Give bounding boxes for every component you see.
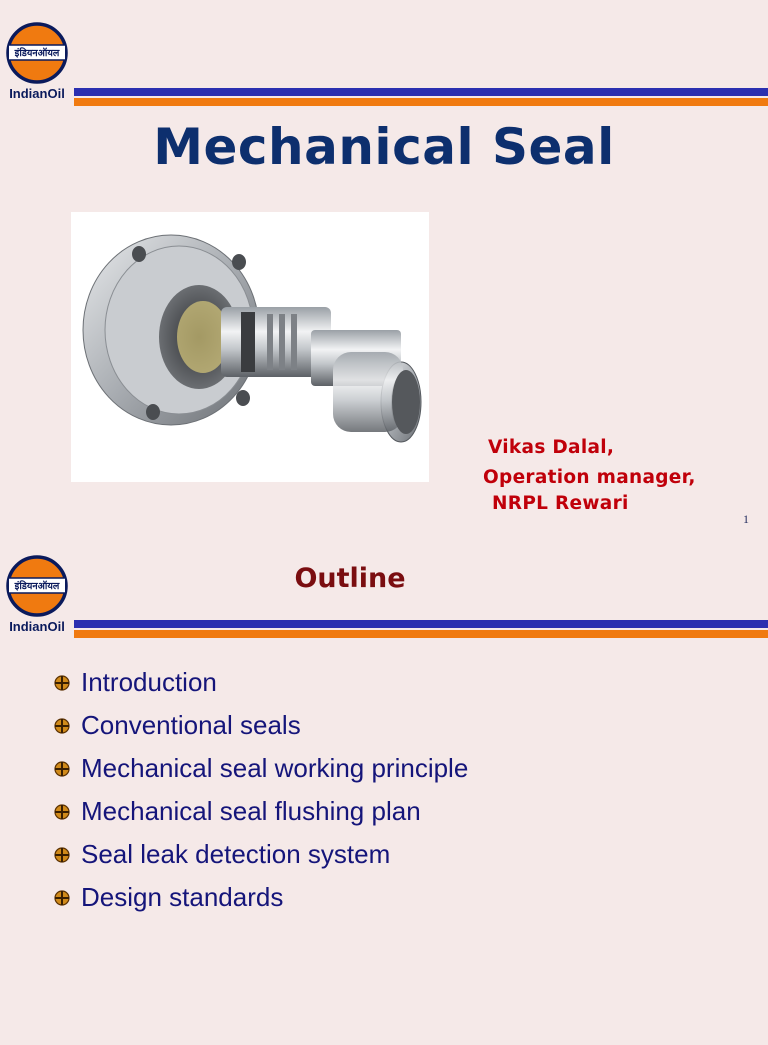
page-number: 1: [743, 512, 749, 526]
list-item-text: Seal leak detection system: [81, 839, 391, 869]
header-stripe-orange: [74, 98, 768, 106]
list-item: [54, 667, 468, 710]
list-item-text: Mechanical seal working principle: [81, 753, 469, 783]
author-role: Operation manager,: [483, 467, 696, 488]
list-item: [54, 839, 468, 882]
logo-brand-name: IndianOil: [9, 619, 65, 634]
list-item: [54, 882, 468, 925]
slide-2: [0, 533, 768, 1045]
list-item: [54, 753, 468, 796]
header-stripe-orange: [74, 630, 768, 638]
indianoil-emblem-icon: [6, 22, 68, 84]
author-location: NRPL Rewari: [492, 493, 629, 514]
mechanical-seal-image: [71, 212, 429, 482]
outline-list: [54, 667, 468, 925]
author-name: Vikas Dalal,: [488, 437, 615, 458]
indianoil-logo: [4, 22, 70, 106]
logo-devanagari-text: इंडियनऑयल: [14, 581, 60, 592]
list-item-text: Introduction: [81, 667, 217, 697]
bullet-icon: [54, 761, 70, 777]
list-item-text: Conventional seals: [81, 710, 301, 740]
slide-title: Mechanical Seal: [153, 118, 615, 176]
logo-devanagari-text: इंडियनऑयल: [14, 48, 60, 59]
bullet-icon: [54, 718, 70, 734]
list-item-text: Mechanical seal flushing plan: [81, 796, 421, 826]
header-stripe-blue: [74, 620, 768, 628]
list-item: [54, 710, 468, 753]
list-item: [54, 796, 468, 839]
bullet-icon: [54, 890, 70, 906]
list-item-text: Design standards: [81, 882, 284, 912]
bullet-icon: [54, 847, 70, 863]
bullet-icon: [54, 675, 70, 691]
slide-title: Outline: [294, 563, 406, 594]
logo-brand-name: IndianOil: [9, 86, 65, 101]
header-stripe-blue: [74, 88, 768, 96]
bullet-icon: [54, 804, 70, 820]
